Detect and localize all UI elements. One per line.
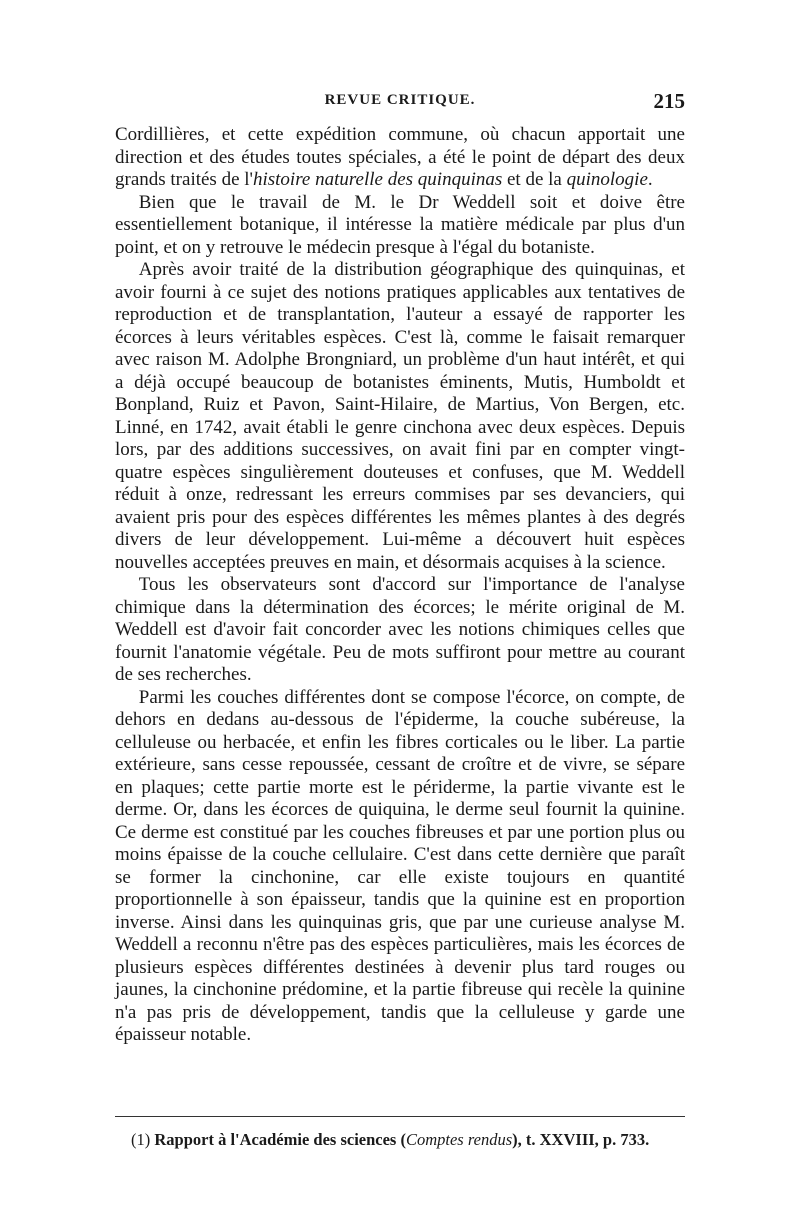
paragraph-4: Tous les observateurs sont d'accord sur l'importance de l'analyse chimique dans la détermination des écorces; le mérite original de M. Weddell est d'avoir fait concorder avec les notions chimiques celles que fournit l'anatomie végétale. Peu de mots suffiront pour mettre au courant de ses recherches. [115,574,685,685]
paragraph-3: Après avoir traité de la distribution géographique des quinquinas, et avoir fourni à ce sujet des notions pratiques applicables aux tentatives de reproduction et de transplantation, l'auteur a essayé de rapporter les écorces à leurs véritables espèces. C'est là, comme le faisait remarquer avec raison M. Adolphe Brongniard, un problème d'un haut intérêt, et qui a déjà occupé beaucoup de botanistes éminents, Mutis, Humboldt et Bonpland, Ruiz et Pavon, Saint-Hilaire, de Martius, Von Bergen, etc. Linné, en 1742, avait établi le genre cinchona avec deux espèces. Depuis lors, par des additions successives, on avait fini par en compter vingt-quatre espèces singulièrement douteuses et confuses, que M. Weddell réduit à onze, redressant les erreurs commises par ses devanciers, qui avaient pris pour des espèces différentes les mêmes plantes à des degrés divers de leur développement. Lui-même a découvert huit espèces nouvelles acceptées preuves en main, et désormais acquises à la science. [115,259,685,573]
page-header [115,89,685,122]
paragraph-1 [115,124,685,192]
footnote-text-b: Rapport à l'Académie des sciences ( [154,1130,406,1149]
paragraph-2: Bien que le travail de M. le Dr Weddell soit et doive être essentiellement botanique, il intéresse la matière médicale par plus d'un point, et on y retrouve le médecin presque à l'égal du botaniste. [115,191,685,258]
body-text [115,124,685,1047]
title-histoire-naturelle: histoire naturelle des quinquinas [252,169,503,190]
footnote [115,1129,685,1151]
paragraph-1-text-e: . [647,169,653,190]
footnote-text-d: ), t. XXVIII, p. 733. [512,1130,650,1149]
footnote-marker: (1) [131,1130,155,1149]
page-number: 215 [653,89,685,113]
paragraph-5: Parmi les couches différentes dont se compose l'écorce, on compte, de dehors en dedans au-dessous de l'épiderme, la couche subéreuse, la celluleuse ou herbacée, et enfin les fibres corticales ou le liber. La partie extérieure, sans cesse repoussée, cessant de croître et de vivre, se sépare en plaques; cette partie morte est le périderme, la partie vivante est le derme. Or, dans les écorces de quiquina, le derme seul fournit la quinine. Ce derme est constitué par les couches fibreuses et par une portion plus ou moins épaisse de la couche cellulaire. C'est dans cette dernière que paraît se former la cinchonine, car elle existe toujours en quantité proportionnelle à son épaisseur, tandis que la quinine est en proportion inverse. Ainsi dans les quinquinas gris, que par une curieuse analyse M. Weddell a reconnu n'être pas des espèces particulières, mais les écorces de plusieurs espèces différentes destinées à devenir plus tard rouges ou jaunes, la cinchonine prédomine, et la partie fibreuse qui recèle la quinine n'a pas pris de développement, tandis que la celluleuse y garde une épaisseur notable. [115,686,685,1045]
running-head: REVUE CRITIQUE. [324,92,476,108]
footnote-rule [115,1116,685,1117]
title-quinologie: quinologie [566,169,648,190]
paragraph-1-text-c: et de la [502,169,567,190]
footnote-title: Comptes rendus [405,1130,513,1149]
paragraph-1-text-a: Cordillières, et cette expédition commune, où chacun apportait une direction et des études toutes spéciales, a été le point de départ des deux grands traités de l' [115,124,685,190]
